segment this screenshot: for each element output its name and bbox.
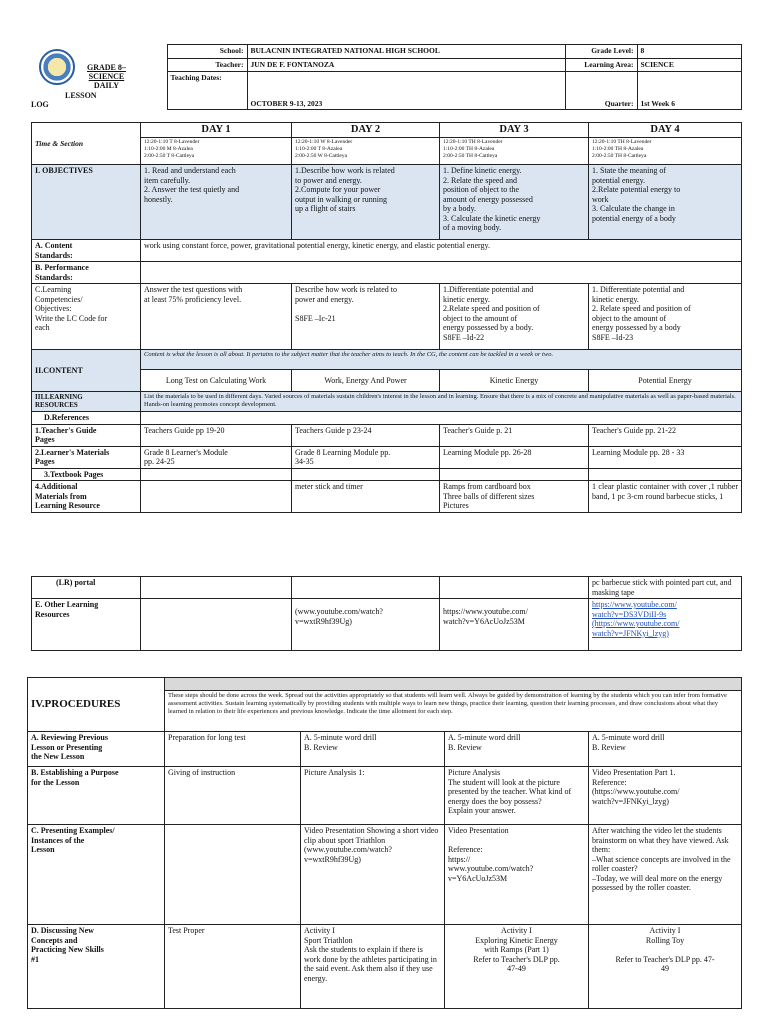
procedure-b-day-4: Video Presentation Part 1. Reference: (https://www.youtube.com/ watch?v=JFNKyi_lzyg) xyxy=(589,767,742,825)
procedure-b-day-3: Picture Analysis The student will look at the picture presented by the teacher. What kind of energy does the boy possess? Explain your answer. xyxy=(445,767,589,825)
video-link-2[interactable]: (https://www.youtube.com/ watch?v=JFNKyi_lzyg) xyxy=(592,619,680,638)
procedures-label: IV.PROCEDURES xyxy=(28,678,165,732)
additional-day-2: meter stick and timer xyxy=(292,481,440,513)
lr-portal-label: (LR) portal xyxy=(32,577,141,599)
performance-standards-value xyxy=(141,262,742,284)
content-day-1: Long Test on Calculating Work xyxy=(141,370,292,392)
learners-materials-label: 2.Learner's Materials Pages xyxy=(32,446,141,468)
teaching-dates-value: OCTOBER 9-13, 2023 xyxy=(247,72,565,110)
lr-portal-day-4: pc barbecue stick with pointed part cut, and masking tape xyxy=(589,577,742,599)
learners-materials-day-4: Learning Module pp. 28 - 33 xyxy=(589,446,742,468)
procedure-d-day-4: Activity I Rolling Toy Refer to Teacher's DLP pp. 47- 49 xyxy=(589,925,742,1009)
lesson-title: LESSON xyxy=(65,90,97,100)
procedure-c-day-4: After watching the video let the students brainstorm on what they have viewed. Ask them: –What science concepts are involved in the roller coaster? –Today, we will deal more on the energy possessed by the roller coaster. xyxy=(589,825,742,925)
objectives-label: I. OBJECTIVES xyxy=(32,165,141,240)
day-3-times: 12:20-1:10 TH 8-Lavender 1:10-2:00 TH 8-Azalea 2:00-2:50 TH 8-Cattleya xyxy=(440,138,589,165)
procedures-note: These steps should be done across the week. Spread out the activities appropriately so that students will learn well. Always be guided by demonstration of learning by the students which you can infer from formative assessment activities. Sustain learning systematically by providing students with multiple ways to learn new things, practice their learning, question their learning processes, and draw conclusions about what they learned in relation to their life experiences and previous knowledge. Indicate the time allotment for each step. xyxy=(165,691,742,732)
competencies-label: C.Learning Competencies/ Objectives: Write the LC Code for each xyxy=(32,284,141,350)
procedure-c-day-1 xyxy=(165,825,301,925)
quarter-label: Quarter: xyxy=(565,72,637,110)
content-standards-value: work using constant force, power, gravitational potential energy, kinetic energy, and elastic potential energy. xyxy=(141,240,742,262)
day-4-times: 12:20-1:10 TH 8-Lavender 1:10-2:00 TH 8-Azalea 2:00-2:50 TH 8-Cattleya xyxy=(589,138,742,165)
textbook-label: 3.Textbook Pages xyxy=(32,468,141,481)
deped-seal-icon xyxy=(39,49,75,85)
learning-resources-label: III.LEARNING RESOURCES xyxy=(32,392,141,412)
time-section-label: Time & Section xyxy=(32,123,141,165)
content-note: Content is what the lesson is all about. It pertains to the subject matter that the teacher aims to teach. In the CG, the content can be tackled in a week or two. xyxy=(141,350,742,370)
other-day-3: https://www.youtube.com/ watch?v=Y6AcUoJz53M xyxy=(440,599,589,651)
objectives-day-2: 1.Describe how work is related to power and energy. 2.Compute for your power output in walking or running up a flight of stairs xyxy=(292,165,440,240)
teachers-guide-label: 1.Teacher's Guide Pages xyxy=(32,424,141,446)
procedure-a-label: A. Reviewing Previous Lesson or Presenting the New Lesson xyxy=(28,732,165,767)
school-value: BULACNIN INTEGRATED NATIONAL HIGH SCHOOL xyxy=(247,45,565,59)
content-day-2: Work, Energy And Power xyxy=(292,370,440,392)
additional-day-3: Ramps from cardboard box Three balls of different sizes Pictures xyxy=(440,481,589,513)
objectives-day-3: 1. Define kinetic energy. 2. Relate the speed and position of object to the amount of energy possessed by a body. 3. Calculate the kinetic energy of a moving body. xyxy=(440,165,589,240)
content-day-4: Potential Energy xyxy=(589,370,742,392)
video-link-1[interactable]: https://www.youtube.com/ watch?v=DS3VDiII-9s xyxy=(592,600,677,619)
textbook-day-2 xyxy=(292,468,440,481)
additional-materials-label: 4.Additional Materials from Learning Resource xyxy=(32,481,141,513)
procedures-gray-bar xyxy=(165,678,742,691)
references-empty xyxy=(141,412,742,425)
learners-materials-day-2: Grade 8 Learning Module pp. 34-35 xyxy=(292,446,440,468)
objectives-day-1: 1. Read and understand each item carefully. 2. Answer the test quietly and honestly. xyxy=(141,165,292,240)
continuation-table xyxy=(31,576,742,651)
content-standards-label: A. Content Standards: xyxy=(32,240,141,262)
procedure-b-day-2: Picture Analysis 1: xyxy=(301,767,445,825)
day-1-times: 12:20-1:10 T 8-Lavender 1:10-2:00 M 8-Azalea 2:00-2:50 T 8-Cattleya xyxy=(141,138,292,165)
lr-portal-day-1 xyxy=(141,577,292,599)
content-day-3: Kinetic Energy xyxy=(440,370,589,392)
textbook-day-1 xyxy=(141,468,292,481)
procedure-c-day-2: Video Presentation Showing a short video clip about sport Triathlon (www.youtube.com/watch? v=wxtR9hf39Ug) xyxy=(301,825,445,925)
procedure-c-label: C. Presenting Examples/ Instances of the Lesson xyxy=(28,825,165,925)
other-day-1 xyxy=(141,599,292,651)
procedures-table xyxy=(27,677,742,1009)
teachers-guide-day-3: Teacher's Guide p. 21 xyxy=(440,424,589,446)
objectives-day-4: 1. State the meaning of potential energy. 2.Relate potential energy to work 3. Calculate the change in potential energy of a body xyxy=(589,165,742,240)
textbook-day-3 xyxy=(440,468,589,481)
lr-portal-day-3 xyxy=(440,577,589,599)
additional-day-1 xyxy=(141,481,292,513)
grade-level-label: Grade Level: xyxy=(565,45,637,59)
learning-area-value: SCIENCE xyxy=(637,59,741,72)
additional-day-4: 1 clear plastic container with cover ,1 rubber band, 1 pc 3-cm round barbecue sticks, 1 xyxy=(589,481,742,513)
procedure-a-day-4: A. 5-minute word drill B. Review xyxy=(589,732,742,767)
day-4-header: DAY 4 xyxy=(589,123,742,138)
content-label: II.CONTENT xyxy=(32,350,141,392)
learners-materials-day-1: Grade 8 Learner's Module pp. 24-25 xyxy=(141,446,292,468)
references-label: D.References xyxy=(32,412,141,425)
learning-resources-note: List the materials to be used in different days. Varied sources of materials sustain children's interest in the lesson and in learning. Ensure that there is a mix of concrete and manipulative materials as well as paper-based materials. Hands-on learning promotes concept development. xyxy=(141,392,742,412)
procedure-d-day-2: Activity I Sport Triathlon Ask the students to explain if there is work done by the athletes participating in the said event. Ask them also if they use energy. xyxy=(301,925,445,1009)
day-3-header: DAY 3 xyxy=(440,123,589,138)
procedure-a-day-2: A. 5-minute word drill B. Review xyxy=(301,732,445,767)
other-resources-label: E. Other Learning Resources xyxy=(32,599,141,651)
procedure-d-day-1: Test Proper xyxy=(165,925,301,1009)
header-table xyxy=(27,44,742,110)
procedure-a-day-3: A. 5-minute word drill B. Review xyxy=(445,732,589,767)
procedure-d-day-3: Activity I Exploring Kinetic Energy with Ramps (Part 1) Refer to Teacher's DLP pp. 47-49 xyxy=(445,925,589,1009)
grade-level-value: 8 xyxy=(637,45,741,59)
other-day-2: (www.youtube.com/watch? v=wxtR9hf39Ug) xyxy=(292,599,440,651)
day-2-times: 12:20-1:10 W 8-Lavender 1:10-2:00 T 8-Azalea 2:00-2:50 W 8-Cattleya xyxy=(292,138,440,165)
learning-area-label: Learning Area: xyxy=(565,59,637,72)
procedure-c-day-3: Video Presentation Reference: https:// www.youtube.com/watch? v=Y6AcUoJz53M xyxy=(445,825,589,925)
teachers-guide-day-1: Teachers Guide pp 19-20 xyxy=(141,424,292,446)
teacher-label: Teacher: xyxy=(167,59,247,72)
lesson-log-table xyxy=(31,122,742,513)
learners-materials-day-3: Learning Module pp. 26-28 xyxy=(440,446,589,468)
performance-standards-label: B. Performance Standards: xyxy=(32,262,141,284)
day-2-header: DAY 2 xyxy=(292,123,440,138)
procedure-d-label: D. Discussing New Concepts and Practicing New Skills #1 xyxy=(28,925,165,1009)
procedure-a-day-1: Preparation for long test xyxy=(165,732,301,767)
competencies-day-2: Describe how work is related to power and energy. S8FE –Ic-21 xyxy=(292,284,440,350)
other-day-4 xyxy=(589,599,742,651)
quarter-value: 1st Week 6 xyxy=(637,72,741,110)
competencies-day-1: Answer the test questions with at least 75% proficiency level. xyxy=(141,284,292,350)
daily-title: DAILY xyxy=(93,80,119,90)
day-1-header: DAY 1 xyxy=(141,123,292,138)
log-title: LOG xyxy=(31,100,49,109)
competencies-day-3: 1.Differentiate potential and kinetic energy. 2.Relate speed and position of object to the amount of energy possessed by a body. S8FE –Id-22 xyxy=(440,284,589,350)
grade-title: GRADE 8– xyxy=(87,62,126,72)
teaching-dates-label: Teaching Dates: xyxy=(167,72,247,110)
teachers-guide-day-2: Teachers Guide p 23-24 xyxy=(292,424,440,446)
procedure-b-label: B. Establishing a Purpose for the Lesson xyxy=(28,767,165,825)
teacher-value: JUN DE F. FONTANOZA xyxy=(247,59,565,72)
textbook-day-4 xyxy=(589,468,742,481)
lr-portal-day-2 xyxy=(292,577,440,599)
school-label: School: xyxy=(167,45,247,59)
procedure-b-day-1: Giving of instruction xyxy=(165,767,301,825)
subject-title: SCIENCE xyxy=(88,71,125,81)
teachers-guide-day-4: Teacher's Guide pp. 21-22 xyxy=(589,424,742,446)
competencies-day-4: 1. Differentiate potential and kinetic energy. 2. Relate speed and position of object to the amount of energy possessed by a body S8FE –Id-23 xyxy=(589,284,742,350)
